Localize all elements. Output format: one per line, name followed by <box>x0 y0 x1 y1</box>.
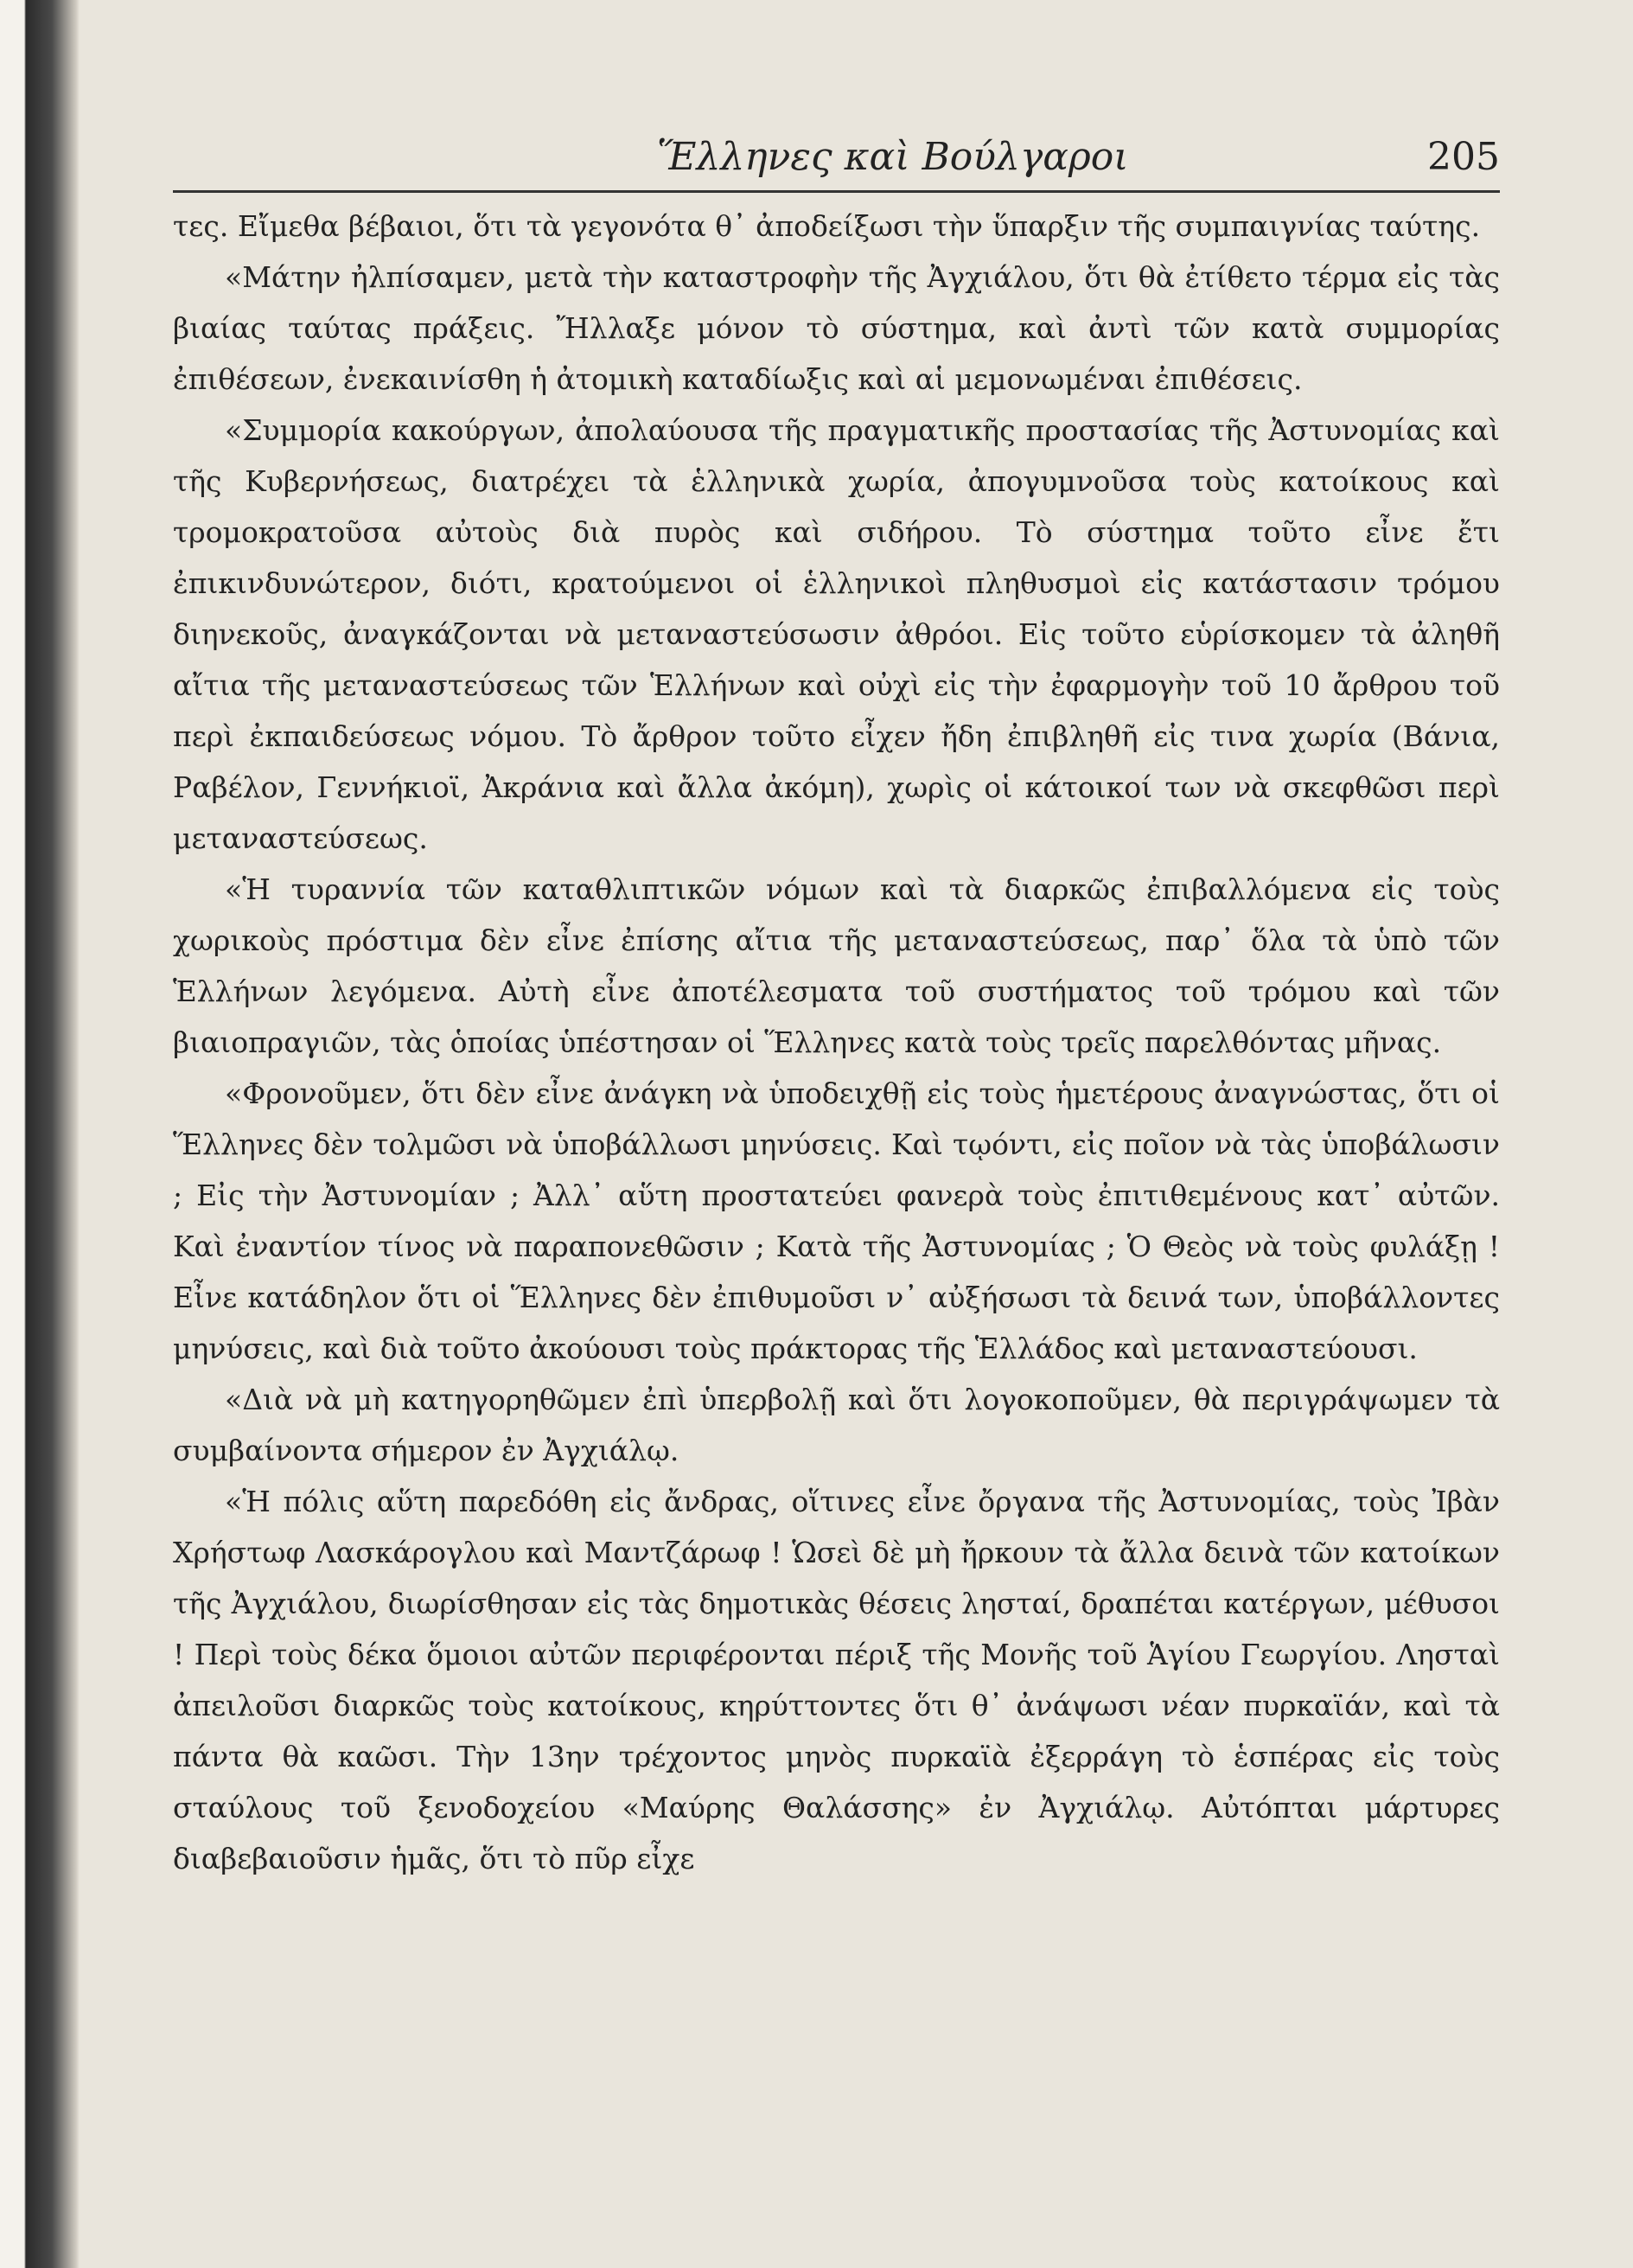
page-number: 205 <box>1427 135 1500 179</box>
page-header <box>173 130 1500 180</box>
header-rule <box>173 190 1500 193</box>
paragraph: «Μάτην ἠλπίσαμεν, μετὰ τὴν καταστροφὴν τῆς Ἀγχιάλου, ὅτι θὰ ἐτίθετο τέρμα εἰς τὰς βιαίας ταύτας πράξεις. Ἤλλαξε μόνον τὸ σύστημα, καὶ ἀντὶ τῶν κατὰ συμμορίας ἐπιθέσεων, ἐνεκαινίσθη ἡ ἀτομικὴ καταδίωξις καὶ αἱ μεμονωμέναι ἐπιθέσεις. <box>173 260 1500 396</box>
paragraph: τες. Εἴμεθα βέβαιοι, ὅτι τὰ γεγονότα θ᾿ ἀποδείξωσι τὴν ὕπαρξιν τῆς συμπαιγνίας ταύτης. <box>173 209 1481 243</box>
book-spine-shadow <box>0 0 80 2268</box>
paragraph: «Φρονοῦμεν, ὅτι δὲν εἶνε ἀνάγκη νὰ ὑποδειχθῇ εἰς τοὺς ἡμετέρους ἀναγνώστας, ὅτι οἱ Ἕλληνες δὲν τολμῶσι νὰ ὑποβάλλωσι μηνύσεις. Καὶ τῳόντι, εἰς ποῖον νὰ τὰς ὑποβάλωσιν ; Εἰς τὴν Ἀστυνομίαν ; Ἀλλ᾿ αὕτη προστατεύει φανερὰ τοὺς ἐπιτιθεμένους κατ᾿ αὐτῶν. Καὶ ἐναντίον τίνος νὰ παραπονεθῶσιν ; Κατὰ τῆς Ἀστυνομίας ; Ὁ Θεὸς νὰ τοὺς φυλάξῃ ! Εἶνε κατάδηλον ὅτι οἱ Ἕλληνες δὲν ἐπιθυμοῦσι ν᾿ αὐξήσωσι τὰ δεινά των, ὑποβάλλοντες μηνύσεις, καὶ διὰ τοῦτο ἀκούουσι τοὺς πράκτορας τῆς Ἑλλάδος καὶ μεταναστεύουσι. <box>173 1077 1500 1365</box>
paragraph: «Συμμορία κακούργων, ἀπολαύουσα τῆς πραγματικῆς προστασίας τῆς Ἀστυνομίας καὶ τῆς Κυβερνήσεως, διατρέχει τὰ ἑλληνικὰ χωρία, ἀπογυμνοῦσα τοὺς κατοίκους καὶ τρομοκρατοῦσα αὐτοὺς διὰ πυρὸς καὶ σιδήρου. Τὸ σύστημα τοῦτο εἶνε ἔτι ἐπικινδυνώτερον, διότι, κρατούμενοι οἱ ἑλληνικοὶ πληθυσμοὶ εἰς κατάστασιν τρόμου διηνεκοῦς, ἀναγκάζονται νὰ μεταναστεύσωσιν ἀθρόοι. Εἰς τοῦτο εὑρίσκομεν τὰ ἀληθῆ αἴτια τῆς μεταναστεύσεως τῶν Ἑλλήνων καὶ οὐχὶ εἰς τὴν ἐφαρμογὴν τοῦ 10 ἄρθρου τοῦ περὶ ἐκπαιδεύσεως νόμου. Τὸ ἄρθρον τοῦτο εἶχεν ἤδη ἐπιβληθῆ εἰς τινα χωρία (Βάνια, Ραβέλον, Γεννήκιοϊ, Ἀκράνια καὶ ἄλλα ἀκόμη), χωρὶς οἱ κάτοικοί των νὰ σκεφθῶσι περὶ μεταναστεύσεως. <box>173 413 1500 855</box>
paragraph: «Διὰ νὰ μὴ κατηγορηθῶμεν ἐπὶ ὑπερβολῇ καὶ ὅτι λογοκοποῦμεν, θὰ περιγράψωμεν τὰ συμβαίνοντα σήμερον ἐν Ἀγχιάλῳ. <box>173 1383 1500 1467</box>
paragraph: «Ἡ τυραννία τῶν καταθλιπτικῶν νόμων καὶ τὰ διαρκῶς ἐπιβαλλόμενα εἰς τοὺς χωρικοὺς πρόστιμα δὲν εἶνε ἐπίσης αἴτια τῆς μεταναστεύσεως, παρ᾿ ὅλα τὰ ὑπὸ τῶν Ἑλλήνων λεγόμενα. Αὐτὴ εἶνε ἀποτέλεσματα τοῦ συστήματος τοῦ τρόμου καὶ τῶν βιαιοπραγιῶν, τὰς ὁποίας ὑπέστησαν οἱ Ἕλληνες κατὰ τοὺς τρεῖς παρελθόντας μῆνας. <box>173 872 1500 1059</box>
body-text <box>173 201 1500 1884</box>
paragraph: «Ἡ πόλις αὕτη παρεδόθη εἰς ἄνδρας, οἵτινες εἶνε ὄργανα τῆς Ἀστυνομίας, τοὺς Ἰβὰν Χρήστωφ Λασκάρογλου καὶ Μαντζάρωφ ! Ὡσεὶ δὲ μὴ ἤρκουν τὰ ἄλλα δεινὰ τῶν κατοίκων τῆς Ἀγχιάλου, διωρίσθησαν εἰς τὰς δημοτικὰς θέσεις λησταί, δραπέται κατέργων, μέθυσοι ! Περὶ τοὺς δέκα ὅμοιοι αὐτῶν περιφέρονται πέριξ τῆς Μονῆς τοῦ Ἁγίου Γεωργίου. Λησταὶ ἀπειλοῦσι διαρκῶς τοὺς κατοίκους, κηρύττοντες ὅτι θ᾿ ἀνάψωσι νέαν πυρκαϊάν, καὶ τὰ πάντα θὰ καῶσι. Τὴν 13ην τρέχοντος μηνὸς πυρκαϊὰ ἐξερράγη τὸ ἑσπέρας εἰς τοὺς σταύλους τοῦ ξενοδοχείου «Μαύρης Θαλάσσης» ἐν Ἀγχιάλῳ. Αὐτόπται μάρτυρες διαβεβαιοῦσιν ἡμᾶς, ὅτι τὸ πῦρ εἶχε <box>173 1485 1500 1875</box>
running-head: Ἕλληνες καὶ Βούλγαροι <box>657 135 1129 179</box>
